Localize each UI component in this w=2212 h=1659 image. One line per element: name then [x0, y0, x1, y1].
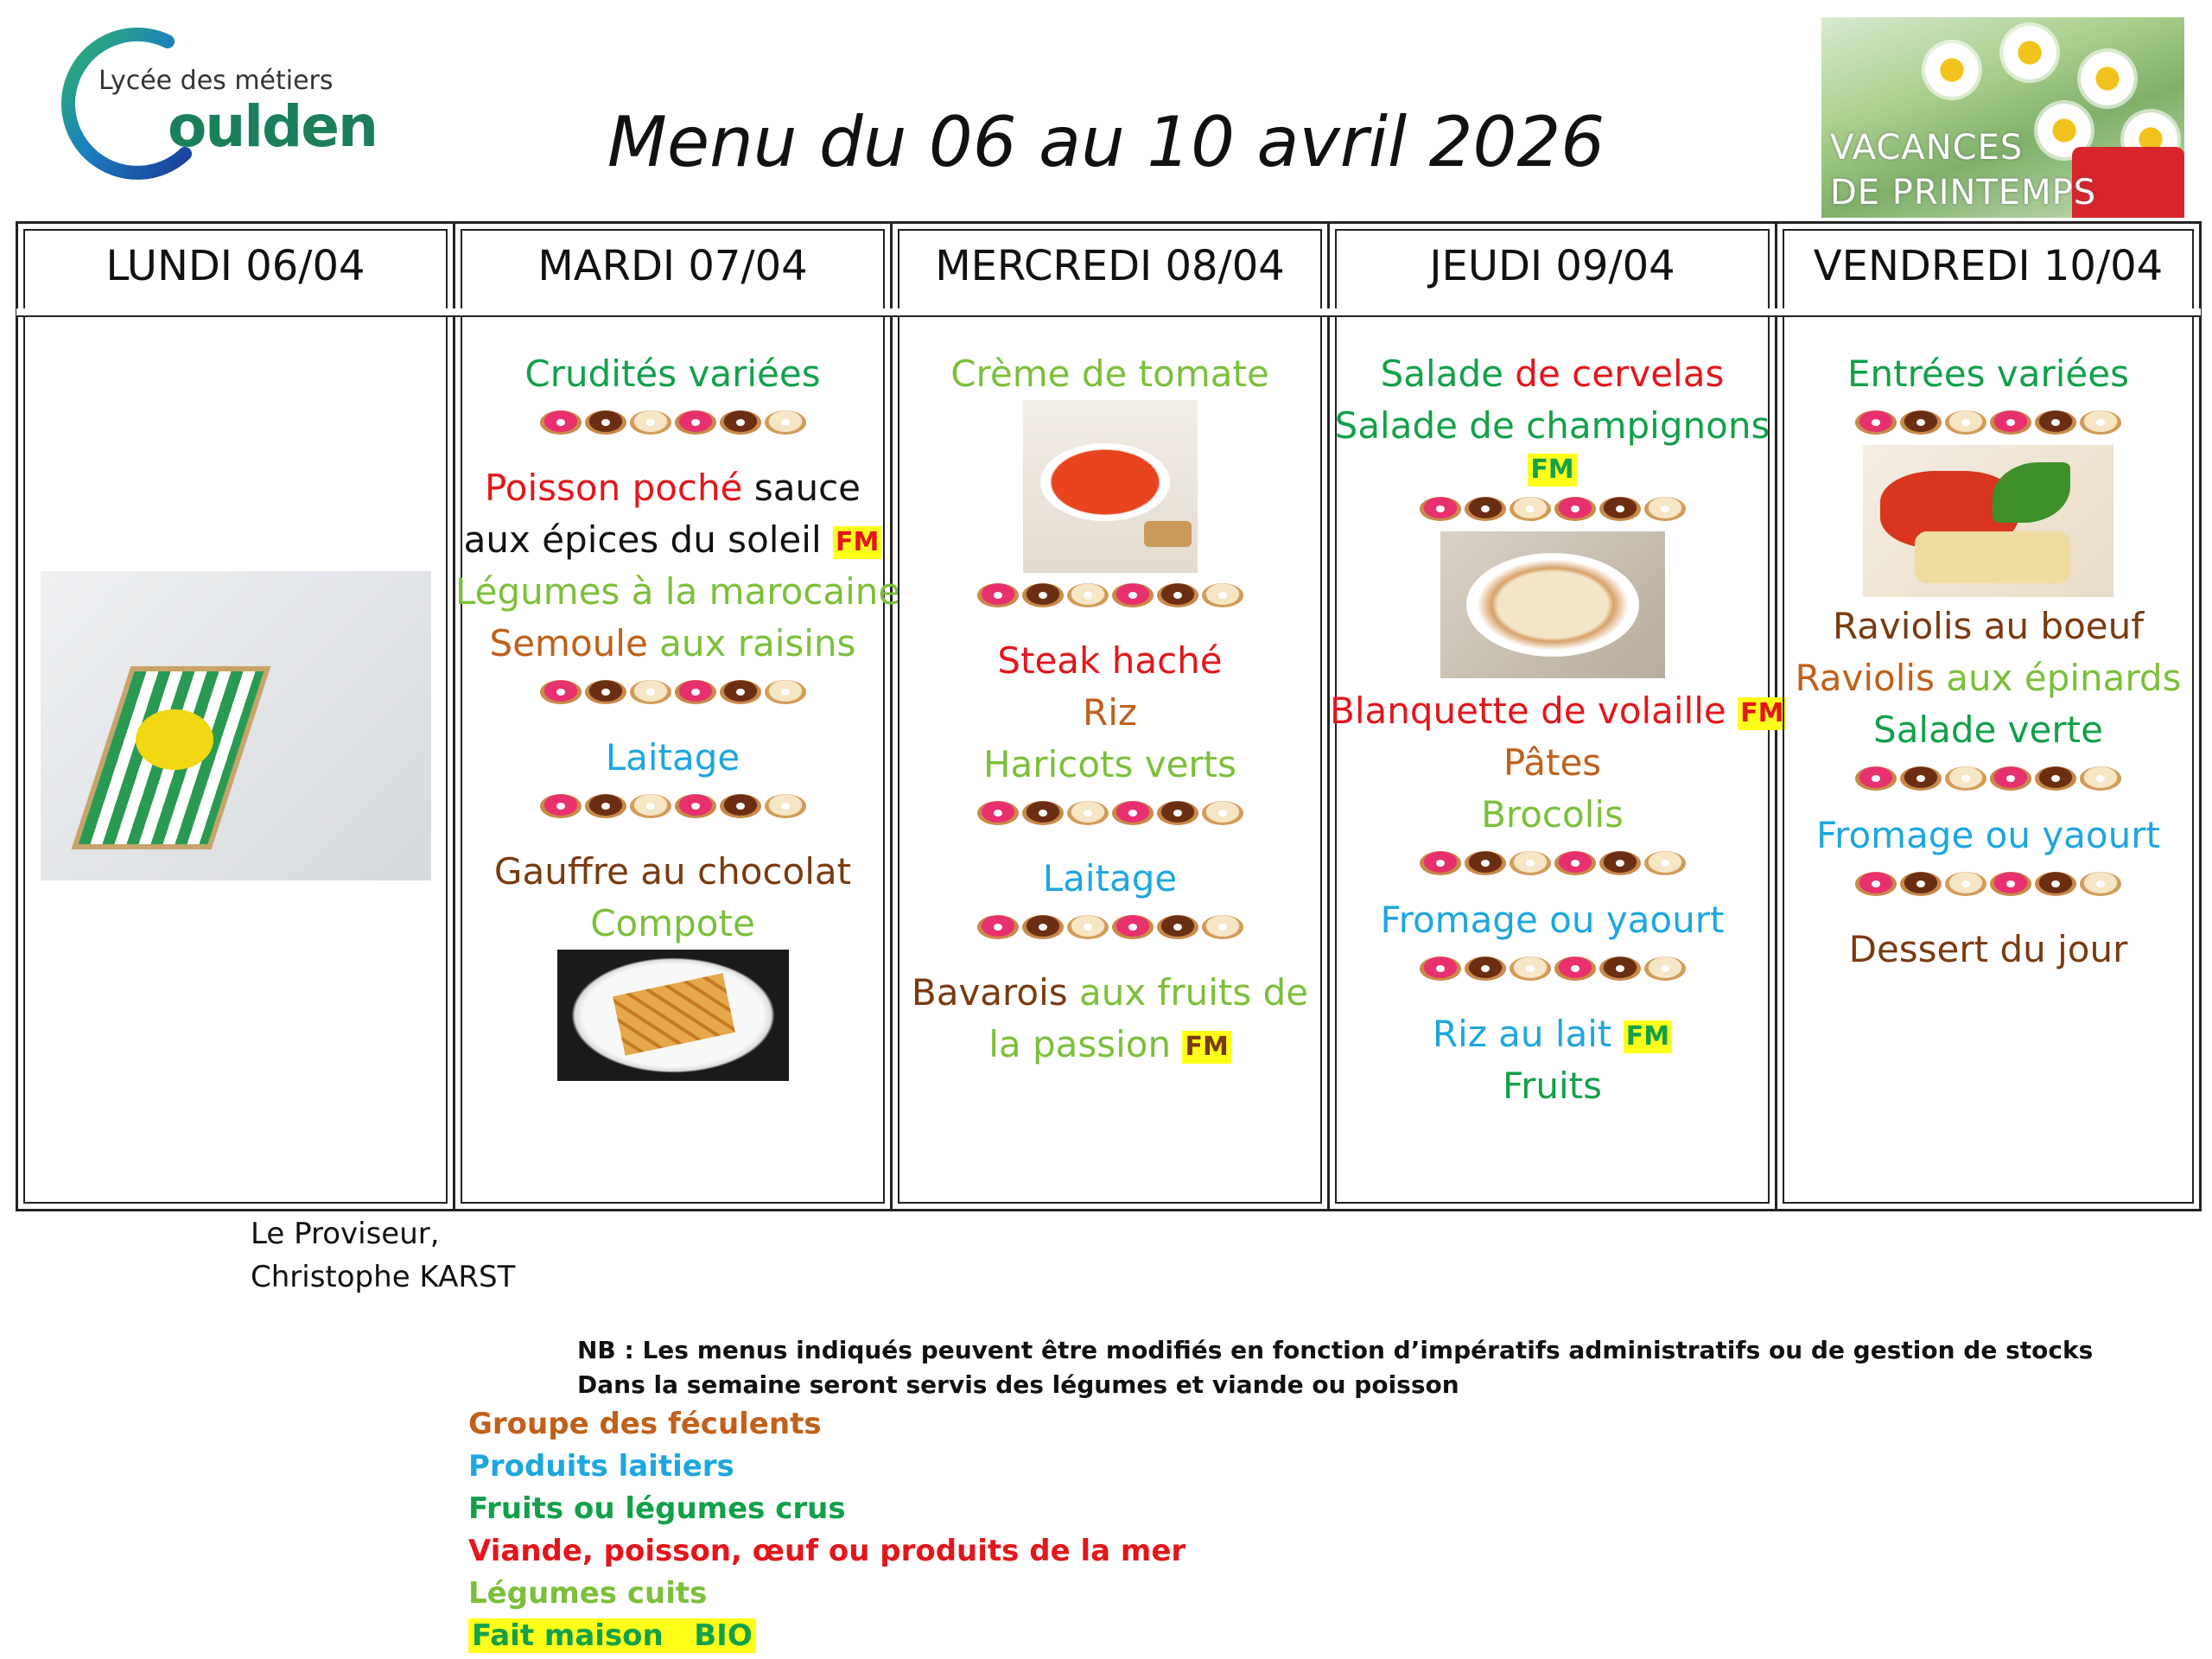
page-title: Menu du 06 au 10 avril 2026: [607, 102, 1605, 182]
logo-name-text: oulden: [168, 93, 377, 160]
spring-holiday-image: [1821, 17, 2184, 218]
color-legend: [468, 1403, 1185, 1657]
donut-divider-icon: [455, 675, 890, 709]
legend-cuits: Légumes cuits: [468, 1576, 708, 1611]
donut-divider-icon: [893, 578, 1327, 613]
menu-starter: Crème de tomate: [950, 353, 1269, 395]
menu-side: Pâtes: [1503, 741, 1602, 784]
donut-divider-icon: [1330, 951, 1775, 986]
menu-dessert: Dessert du jour: [1848, 928, 2128, 970]
donut-divider-icon: [1330, 492, 1775, 526]
daisy-icon: [1925, 43, 1979, 97]
day-column-friday: [1777, 224, 2199, 1209]
fait-maison-badge: FM: [1738, 697, 1786, 730]
bread-icon: [1144, 521, 1192, 547]
fait-maison-badge: FM: [833, 526, 881, 559]
day-header: VENDREDI 10/04: [1777, 224, 2199, 310]
day-header: MERCREDI 08/04: [893, 224, 1327, 310]
menu-dairy: Laitage: [605, 736, 741, 779]
day-body: [893, 317, 1327, 1209]
menu-starter: Salade de cervelas: [1380, 353, 1725, 395]
legend-viande: Viande, poisson, œuf ou produits de la mer: [468, 1534, 1186, 1568]
day-body: [1330, 317, 1784, 1209]
day-column-monday: [18, 224, 455, 1209]
menu-dairy: Fromage ou yaourt: [1816, 814, 2160, 856]
menu-side: Semoule aux raisins: [489, 622, 856, 664]
day-header: LUNDI 06/04: [18, 224, 453, 310]
beach-chair-calendar-image: [41, 571, 431, 880]
holiday-text-line1: VACANCES: [1830, 128, 2024, 168]
tomato-soup-image: [1023, 400, 1198, 573]
menu-dairy: Fromage ou yaourt: [1380, 899, 1725, 941]
waffle-image: [557, 950, 789, 1081]
donut-divider-icon: [893, 910, 1327, 944]
menu-side: Riz: [1083, 691, 1137, 734]
menu-main: Poisson poché sauce: [484, 467, 861, 509]
menu-dessert: Gauffre au chocolat: [493, 850, 852, 893]
day-header: MARDI 07/04: [455, 224, 890, 310]
day-column-tuesday: [455, 224, 901, 1209]
menu-dairy: Laitage: [1042, 857, 1178, 899]
donut-divider-icon: [1777, 405, 2199, 440]
donut-divider-icon: [1777, 761, 2199, 796]
donut-divider-icon: [455, 405, 890, 440]
menu-starter: Entrées variées: [1847, 353, 2129, 395]
soup-bowl-icon: [1040, 443, 1170, 521]
day-body: [18, 317, 453, 1209]
menu-main-line2: aux épices du soleil FM: [455, 514, 890, 566]
day-column-wednesday: [893, 224, 1330, 1209]
fait-maison-badge: FM: [1182, 1031, 1230, 1064]
blanquette-image: [1440, 531, 1665, 678]
menu-main: Raviolis au boeuf: [1832, 605, 2145, 647]
legend-fait-maison: Fait maison BIO: [468, 1615, 1185, 1657]
menu-starter: Salade de champignons: [1334, 404, 1770, 447]
donut-divider-icon: [455, 789, 890, 823]
holiday-text-line2: DE PRINTEMPS: [1830, 173, 2097, 213]
legend-feculents: Groupe des féculents: [468, 1407, 822, 1441]
signature-title: Le Proviseur,: [251, 1217, 440, 1251]
menu-dessert: Compote: [590, 902, 755, 944]
donut-divider-icon: [893, 796, 1327, 830]
legend-crus: Fruits ou légumes crus: [468, 1491, 846, 1526]
daisy-icon: [2081, 52, 2134, 105]
menu-dessert: Riz au lait FM: [1330, 1008, 1775, 1060]
day-body: [1777, 317, 2199, 1209]
nb-note-line1: NB : Les menus indiqués peuvent être modifiés en fonction d’impératifs administratifs ou de gestion de stocks: [577, 1336, 2094, 1364]
daisy-icon: [2003, 26, 2056, 79]
signature-name: Christophe KARST: [251, 1260, 516, 1294]
menu-main: Steak haché: [997, 639, 1223, 682]
dish-icon: [1466, 553, 1639, 657]
nb-note-line2: Dans la semaine seront servis des légumes et viande ou poisson: [577, 1370, 1459, 1399]
hat-icon: [136, 709, 213, 770]
day-body: [455, 317, 901, 1209]
legend-laitiers: Produits laitiers: [468, 1449, 734, 1484]
menu-main: Raviolis aux épinards: [1795, 657, 2182, 699]
basil-icon: [1993, 462, 2070, 523]
menu-side: Brocolis: [1481, 793, 1624, 836]
menu-main: Blanquette de volaille FM: [1330, 685, 1775, 737]
menu-side: Salade verte: [1873, 709, 2103, 751]
menu-dessert: Bavarois aux fruits de: [911, 971, 1309, 1014]
day-header: JEUDI 09/04: [1330, 224, 1775, 310]
menu-side: Légumes à la marocaine: [455, 570, 901, 613]
waffle-icon: [613, 973, 735, 1055]
school-logo: [38, 24, 377, 180]
ravioli-icon: [1915, 531, 2070, 583]
donut-divider-icon: [1330, 846, 1775, 880]
menu-dessert: Fruits: [1502, 1065, 1602, 1107]
fait-maison-badge: FM: [1624, 1020, 1672, 1053]
menu-starter: Crudités variées: [524, 353, 821, 395]
menu-table: [16, 221, 2202, 1211]
menu-side: Haricots verts: [982, 743, 1237, 785]
day-column-thursday: [1330, 224, 1784, 1209]
ravioli-image: [1863, 445, 2113, 597]
donut-divider-icon: [1777, 867, 2199, 901]
logo-small-text: Lycée des métiers: [99, 66, 334, 96]
menu-dessert-line2: la passion FM: [893, 1019, 1327, 1071]
fait-maison-badge: FM: [1528, 454, 1576, 486]
